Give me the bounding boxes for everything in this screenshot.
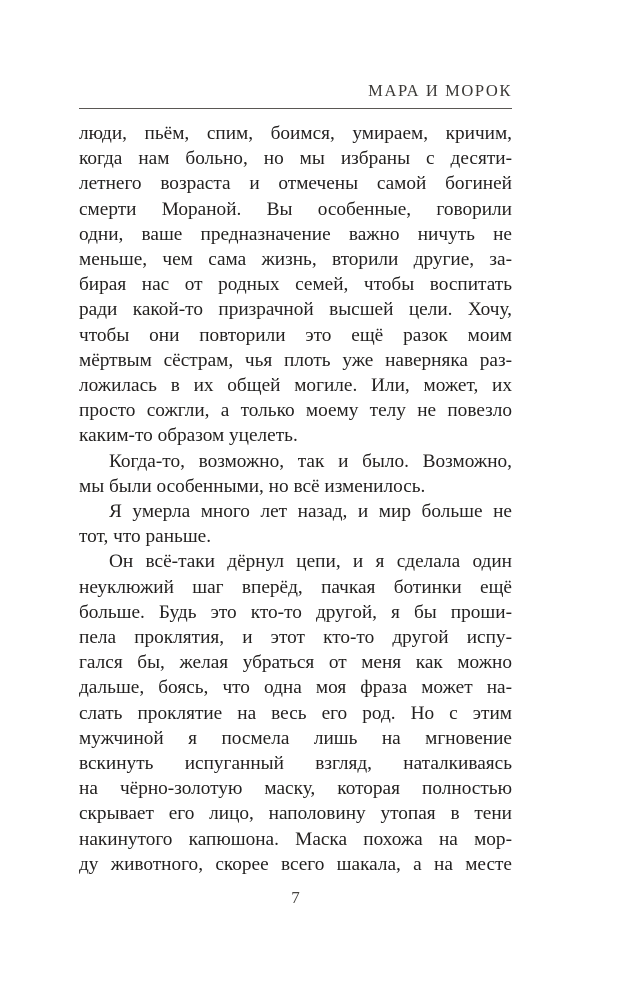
- text-line: мёртвым сёстрам, чья плоть уже наверняка раз-: [79, 349, 512, 371]
- text-line: чтобы они повторили это ещё разок моим: [79, 324, 512, 346]
- header-rule: [79, 108, 512, 109]
- text-line: просто сожгли, а только моему телу не повезло: [79, 400, 512, 422]
- text-line: мы были особенными, но всё изменилось.: [79, 475, 426, 497]
- running-header-title: МАРА И МОРОК: [368, 81, 512, 100]
- text-column: [79, 0, 512, 877]
- text-line: накинутого капюшона. Маска похожа на мор-: [79, 828, 512, 850]
- text-line: Когда-то, возможно, так и было. Возможно,: [109, 450, 512, 472]
- text-line: слать проклятие на весь его род. Но с этим: [79, 702, 512, 724]
- text-line: бирая нас от родных семей, чтобы воспитать: [79, 274, 512, 296]
- text-line: пела проклятия, и этот кто-то другой испу-: [79, 627, 512, 649]
- text-line: одни, ваше предназначение важно ничуть не: [79, 223, 512, 245]
- text-line: вскинуть испуганный взгляд, наталкиваясь: [79, 753, 512, 775]
- text-line: мужчиной я посмела лишь на мгновение: [79, 727, 512, 749]
- text-line: летнего возраста и отмечены самой богиней: [79, 173, 512, 195]
- text-line: неуклюжий шаг вперёд, пачкая ботинки ещё: [79, 576, 512, 598]
- body-text: [79, 121, 512, 877]
- page-number: 7: [291, 888, 300, 907]
- text-line: ради какой-то призрачной высшей цели. Хочу,: [79, 299, 512, 321]
- text-line: каким-то образом уцелеть.: [79, 425, 298, 447]
- text-line: Я умерла много лет назад, и мир больше не: [109, 501, 512, 523]
- text-line: смерти Мораной. Вы особенные, говорили: [79, 198, 512, 220]
- text-line: когда нам больно, но мы избраны с десяти-: [79, 148, 512, 170]
- text-line: Он всё-таки дёрнул цепи, и я сделала один: [109, 551, 512, 573]
- text-line: скрывает его лицо, наполовину утопая в тени: [79, 803, 512, 825]
- text-line: больше. Будь это кто-то другой, я бы проши-: [79, 601, 512, 623]
- text-line: гался бы, желая убраться от меня как можно: [79, 652, 512, 674]
- text-line: люди, пьём, спим, боимся, умираем, кричим,: [79, 123, 512, 144]
- text-line: ду животного, скорее всего шакала, а на месте: [79, 853, 512, 875]
- text-line: ложилась в их общей могиле. Или, может, их: [79, 375, 512, 397]
- text-line: меньше, чем сама жизнь, вторили другие, за-: [79, 249, 512, 271]
- text-line: тот, что раньше.: [79, 526, 212, 548]
- text-line: дальше, боясь, что одна моя фраза может на-: [79, 677, 512, 699]
- text-line: на чёрно-золотую маску, которая полностью: [79, 778, 512, 800]
